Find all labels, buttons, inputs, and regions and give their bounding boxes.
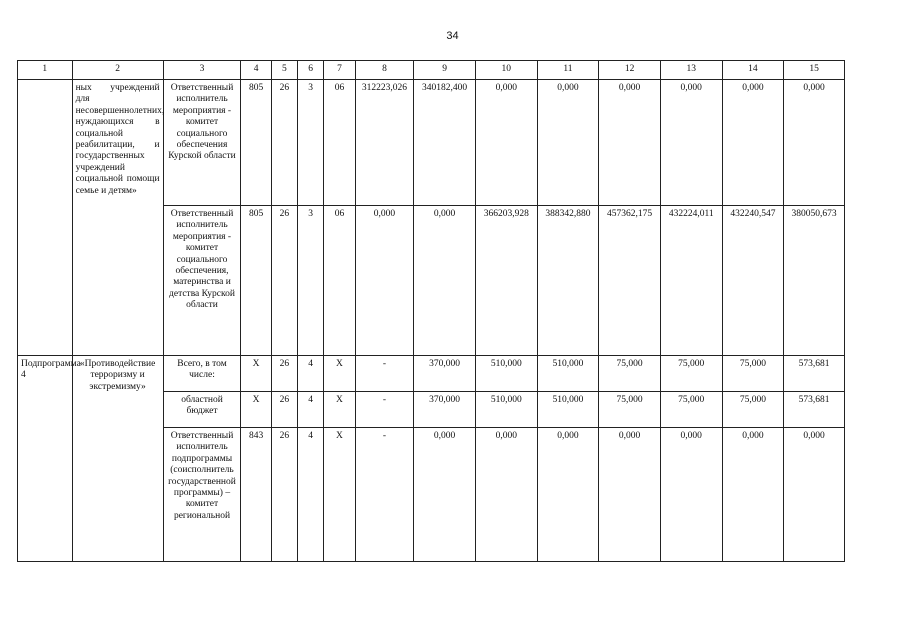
- column-header: 6: [298, 61, 324, 80]
- cell-col5: 26: [271, 80, 297, 206]
- cell-col11: 0,000: [537, 80, 599, 206]
- cell-col14: 432240,547: [722, 206, 784, 356]
- cell-col13: 75,000: [660, 356, 722, 392]
- cell-col15: 380050,673: [784, 206, 845, 356]
- column-header-row: [18, 61, 845, 80]
- cell-col14: 75,000: [722, 392, 784, 428]
- column-header: 7: [324, 61, 355, 80]
- executor-cell: Ответственный исполнитель мероприятия - комитет социального обеспечения Курской области: [163, 80, 241, 206]
- executor-cell: Всего, в том числе:: [163, 356, 241, 392]
- column-header: 1: [18, 61, 73, 80]
- cell-col8: 0,000: [355, 206, 414, 356]
- cell-col11: 510,000: [537, 356, 599, 392]
- executor-cell: областной бюджет: [163, 392, 241, 428]
- column-header: 14: [722, 61, 784, 80]
- cell-col12: 457362,175: [599, 206, 661, 356]
- program-code-cell: Подпрограмма 4: [18, 356, 73, 562]
- cell-col9: 340182,400: [414, 80, 476, 206]
- column-header: 2: [72, 61, 163, 80]
- table-row: [18, 356, 845, 392]
- cell-col15: 0,000: [784, 428, 845, 562]
- cell-col15: 573,681: [784, 356, 845, 392]
- cell-col9: 370,000: [414, 392, 476, 428]
- column-header: 4: [241, 61, 271, 80]
- cell-col7: X: [324, 356, 355, 392]
- cell-col8: -: [355, 356, 414, 392]
- cell-col10: 0,000: [475, 428, 537, 562]
- cell-col13: 75,000: [660, 392, 722, 428]
- cell-col4: X: [241, 356, 271, 392]
- cell-col12: 0,000: [599, 80, 661, 206]
- cell-col6: 4: [298, 356, 324, 392]
- cell-col6: 3: [298, 80, 324, 206]
- column-header: 11: [537, 61, 599, 80]
- cell-col7: 06: [324, 80, 355, 206]
- cell-col6: 4: [298, 428, 324, 562]
- column-header: 3: [163, 61, 241, 80]
- cell-col9: 0,000: [414, 428, 476, 562]
- cell-col10: 510,000: [475, 392, 537, 428]
- cell-col15: 573,681: [784, 392, 845, 428]
- column-header: 13: [660, 61, 722, 80]
- cell-col4: 843: [241, 428, 271, 562]
- executor-cell: Ответственный исполнитель подпрограммы (соисполнитель государственной программы) – комитет региональной: [163, 428, 241, 562]
- table-row: [18, 80, 845, 206]
- cell-col4: X: [241, 392, 271, 428]
- column-header: 5: [271, 61, 297, 80]
- column-header: 8: [355, 61, 414, 80]
- cell-col11: 0,000: [537, 428, 599, 562]
- column-header: 12: [599, 61, 661, 80]
- cell-col11: 388342,880: [537, 206, 599, 356]
- budget-table: [17, 60, 845, 562]
- cell-col6: 4: [298, 392, 324, 428]
- program-code-cell: [18, 80, 73, 356]
- cell-col12: 75,000: [599, 356, 661, 392]
- cell-col4: 805: [241, 80, 271, 206]
- cell-col12: 75,000: [599, 392, 661, 428]
- cell-col11: 510,000: [537, 392, 599, 428]
- cell-col10: 0,000: [475, 80, 537, 206]
- cell-col8: -: [355, 428, 414, 562]
- cell-col8: 312223,026: [355, 80, 414, 206]
- page-number: 34: [446, 30, 459, 42]
- cell-col8: -: [355, 392, 414, 428]
- activity-description-cell: «Противодействие терроризму и экстремизму»: [72, 356, 163, 562]
- cell-col13: 0,000: [660, 428, 722, 562]
- cell-col13: 0,000: [660, 80, 722, 206]
- executor-cell: Ответственный исполнитель мероприятия - комитет социального обеспечения, материнства и детства Курской области: [163, 206, 241, 356]
- cell-col12: 0,000: [599, 428, 661, 562]
- cell-col5: 26: [271, 206, 297, 356]
- cell-col13: 432224,011: [660, 206, 722, 356]
- cell-col7: X: [324, 392, 355, 428]
- cell-col7: 06: [324, 206, 355, 356]
- cell-col7: X: [324, 428, 355, 562]
- cell-col9: 370,000: [414, 356, 476, 392]
- cell-col6: 3: [298, 206, 324, 356]
- cell-col9: 0,000: [414, 206, 476, 356]
- cell-col15: 0,000: [784, 80, 845, 206]
- cell-col14: 0,000: [722, 428, 784, 562]
- activity-description-cell: ных учреждений для несовершеннолетних, нуждающихся в социальной реабилитации, и государственных учреждений социальной помощи семье и детям»: [72, 80, 163, 356]
- cell-col14: 0,000: [722, 80, 784, 206]
- cell-col10: 366203,928: [475, 206, 537, 356]
- cell-col4: 805: [241, 206, 271, 356]
- cell-col14: 75,000: [722, 356, 784, 392]
- column-header: 10: [475, 61, 537, 80]
- column-header: 9: [414, 61, 476, 80]
- cell-col10: 510,000: [475, 356, 537, 392]
- column-header: 15: [784, 61, 845, 80]
- cell-col5: 26: [271, 356, 297, 392]
- cell-col5: 26: [271, 392, 297, 428]
- cell-col5: 26: [271, 428, 297, 562]
